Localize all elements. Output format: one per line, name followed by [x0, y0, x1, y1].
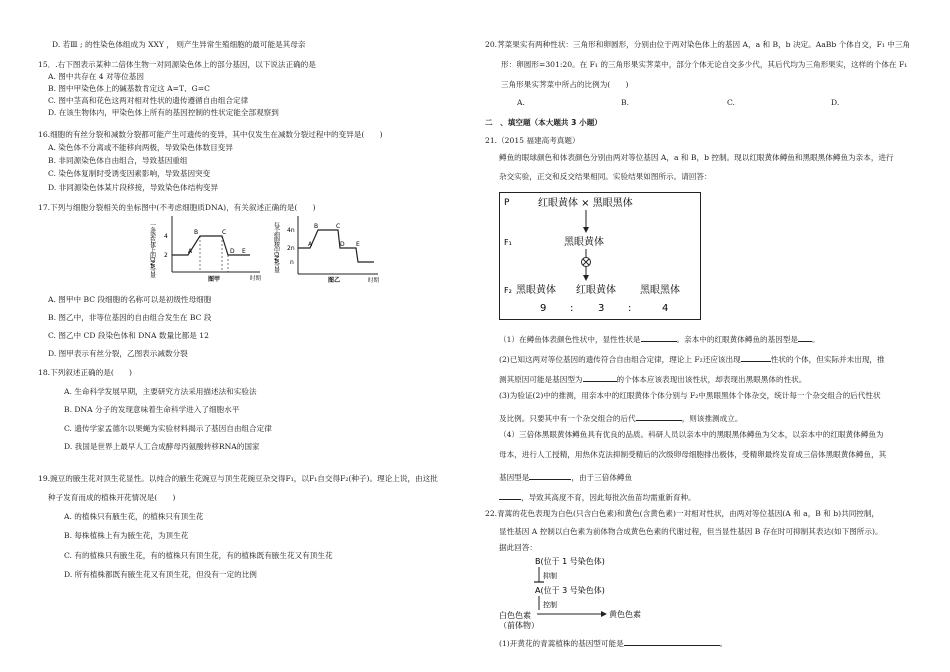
q15-option-d: D. 在该生物体内，甲染色体上所有的基因控制的性状定能全部观察到: [48, 108, 279, 117]
graph-b-xlabel: 时期: [368, 278, 380, 284]
q21-a4-part4: ，导致其高度不育，因此每批次鱼苗均需重新育种。: [521, 493, 696, 502]
q21-cross-diagram: [499, 192, 701, 320]
q20-option-a: A.: [517, 98, 525, 107]
q21-a3-part1: 及比例。只要其中有一个杂交组合的后代: [499, 414, 636, 423]
cross-p-parents: 红眼黄体 × 黑眼黑体: [538, 198, 633, 209]
pathway-b-gene: B(位于 1 号染色体): [535, 557, 605, 566]
cross-ratio-sep-1: :: [570, 303, 574, 314]
q21-intro-line2: 杂交实验，正交和反交结果相同。实验结果如图所示。请回答：: [499, 172, 712, 181]
graph-a-tick-4: 4: [164, 233, 168, 240]
q21-answer-3-line1: (3)为验证(2)中的推测，用亲本中的红眼黄体个体分别与 F₂中黑眼黑体个体杂交，统计每一个杂交组合的后代性状: [499, 391, 881, 400]
graph-b-point-e: E: [356, 241, 360, 248]
q17-stem: 17.下列与细胞分裂相关的坐标图中(不考虑细胞质DNA)，有关叙述正确的是( ): [38, 203, 316, 212]
q18-stem: 18.下列叙述正确的是( ): [38, 368, 132, 377]
graph-b-point-c: C: [336, 223, 341, 230]
q22-stem-line2: 显性基因 A 控制以白色素为前体物合成黄色色素的代谢过程，但当显性基因 B 存在时可抑制其表达(如下图所示)。: [499, 527, 883, 536]
graph-b-tick-4n: 4n: [287, 227, 295, 234]
q20-option-d: D.: [831, 98, 840, 107]
q18-option-b: B. DNA 分子的发现意味着生命科学进入了细胞水平: [64, 405, 240, 414]
q18-option-d: D. 我国是世界上最早人工合成酵母丙氨酸转移RNA的国家: [64, 442, 260, 451]
graph-b-caption: 图乙: [328, 277, 341, 284]
cross-f2-label: F₂: [504, 286, 512, 295]
graph-b-point-b: B: [314, 223, 319, 230]
q21-a4-part2: ，由于三倍体鳟鱼: [571, 473, 633, 482]
q22-a1-part1: (1)开黄花的青蒿植株的基因型可能是: [499, 639, 624, 648]
pathway-yellow-pigment: 黄色色素: [609, 610, 641, 619]
q20-line2: 形：卵圆形=301:20。在 F₁ 的三角形果实荠菜中，部分个体无论自交多少代，其后代均为三角形果实，这样的个体在 F₁: [501, 60, 908, 69]
q21-a2-blank1[interactable]: [741, 352, 771, 362]
cross-f2-phenotype-2: 红眼黄体: [576, 285, 616, 296]
q21-a2-part2: 性状的个体，但实际并未出现，推: [770, 355, 885, 364]
cross-ratio-sep-2: :: [628, 303, 632, 314]
q21-a4-part1: 基因型是: [499, 473, 530, 482]
graph-b-ylabel: 每个细胞核中DNA含量: [272, 222, 280, 273]
q17-option-d: D. 图甲表示有丝分裂，乙图表示减数分裂: [48, 349, 188, 358]
cross-ratio-9: 9: [540, 303, 547, 314]
q20-line3: 三角形果实荠菜中所占的比例为( ): [501, 80, 629, 89]
q21-a4-blank1[interactable]: [529, 470, 571, 480]
q19-stem-line1: 19.豌豆的腋生花对顶生花显性。以纯合的腋生花豌豆与顶生花豌豆杂交得F₁，以F₁自交得F₂(种子)。理论上说，由这批: [38, 474, 438, 483]
q15-stem: 15．.右下图表示某种二倍体生物一对同源染色体上的部分基因，以下说法正确的是: [38, 60, 316, 69]
q14-option-d: D. 若Ⅲ ; 的性染色体组成为 XXY ， 则产生异常生殖细胞的最可能是其母亲: [52, 40, 306, 49]
q19-option-d: D. 所有植株都既有腋生花又有顶生花，但没有一定的比例: [64, 570, 257, 579]
q15-option-a: A. 图中共存在 4 对等位基因: [48, 72, 144, 81]
q21-a1-part2: 。亲本中的红眼黄体鳟鱼的基因型是: [676, 335, 799, 344]
q21-a1-part1: （1）在鳟鱼体表颜色性状中，显性性状是: [499, 335, 641, 344]
pathway-precursor: （前体物）: [499, 621, 539, 630]
q17-graph-b: [274, 212, 384, 284]
graph-a-xlabel: 时期: [250, 276, 262, 282]
q22-stem-line1: 22.青蒿的花色表现为白色(只含白色素)和黄色(含黄色素)一对相对性状，由两对等位基因(A 和 a，B 和 b)共同控制，: [485, 509, 880, 518]
q19-option-a: A. 的植株只有腋生花，的植株只有顶生花: [64, 512, 204, 521]
q18-option-c: C. 遗传学家孟德尔以果蝇为实验材料揭示了基因自由组合定律: [64, 424, 272, 433]
q16-option-b: B. 非同源染色体自由组合，导致基因重组: [48, 156, 188, 165]
q20-line1: 20.荠菜果实有两种性状：三角形和卵圆形，分别由位于两对染色体上的基因 A，a 和 B，b 决定。AaBb 个体自交，F₁ 中三角: [485, 40, 911, 49]
cross-p-label: P: [504, 198, 510, 208]
q17-option-c: C. 图乙中 CD 段染色体和 DNA 数量比都是 12: [48, 331, 209, 340]
graph-a-point-c: C: [222, 229, 227, 236]
cross-f1-label: F₁: [504, 238, 512, 247]
q21-a3-blank[interactable]: [636, 411, 682, 421]
q19-stem-line2: 种子发育而成的植株开花情况是( ): [48, 493, 176, 502]
q21-answer-4-line1: （4）三倍体黑眼黄体鳟鱼具有优良的品质。科研人员以亲本中的黑眼黑体鳟鱼为父本，以亲本中的红眼黄体鳟鱼为: [499, 430, 884, 439]
q19-option-b: B. 每株植株上有为腋生花，为顶生花: [64, 531, 189, 540]
q21-answer-3-line2: [499, 411, 742, 423]
q16-option-a: A. 染色体不分离或不能移向两极，导致染色体数目变异: [48, 143, 233, 152]
q21-a2-part1: (2)已知这两对等位基因的遗传符合自由组合定律，理论上 F₂还应该出现: [499, 355, 741, 364]
q17-option-a: A. 图甲中 BC 段细胞的名称可以是初级性母细胞: [48, 295, 212, 304]
q21-a2-blank2[interactable]: [583, 372, 617, 382]
graph-a-point-b: B: [194, 229, 199, 236]
graph-b-point-d: D: [340, 241, 345, 248]
graph-a-caption: 图甲: [208, 276, 221, 283]
q16-stem: 16.细胞的有丝分裂和减数分裂都可能产生可遗传的变异，其中仅发生在减数分裂过程中的变异是( ): [38, 130, 383, 139]
q22-stem-line3: 据此回答：: [499, 543, 537, 552]
graph-a-point-d: D: [230, 248, 235, 255]
q21-answer-4-line2: 母本，进行人工授精，用热休克法抑制受精后的次级卵母细胞排出极体，受精卵最终发育成三倍体黑眼黄体鳟鱼，其: [499, 450, 887, 459]
q21-intro-line1: 鳟鱼的眼球颜色和体表颜色分别由两对等位基因 A，a 和 B，b 控制。现以红眼黄体鳟鱼和黑眼黑体鳟鱼为亲本，进行: [499, 153, 894, 162]
q22-answer-1: [499, 636, 727, 648]
q21-a4-blank2[interactable]: [499, 490, 521, 500]
q17-option-b: B. 图乙中，非等位基因的自由组合发生在 BC 段: [48, 313, 212, 322]
q21-a3-part2: ，则该推测成立。: [681, 414, 743, 423]
cross-f2-phenotype-1: 黑眼黄体: [516, 285, 556, 296]
q21-answer-4-line3: [499, 470, 632, 482]
section-fill-in-title: 二 、填空题（本大题共 3 小题）: [485, 118, 602, 127]
cross-f1-phenotype: 黑眼黄体: [564, 237, 604, 248]
q19-option-c: C. 有的植株只有腋生花，有的植株只有顶生花，有的植株既有腋生花又有顶生花: [64, 551, 333, 560]
q22-a1-blank[interactable]: [624, 636, 720, 646]
pathway-inhibit-label: 抑制: [543, 572, 557, 580]
q21-a1-part3: 。: [812, 335, 820, 344]
q15-option-b: B. 图中甲染色体上的碱基数肯定这 A=T、G=C: [48, 84, 210, 93]
cross-f2-phenotype-3: 黑眼黑体: [640, 285, 680, 296]
graph-b-tick-n: n: [290, 259, 294, 266]
graph-b-tick-2n: 2n: [287, 245, 295, 252]
q15-option-c: C. 图中茎高和花色这两对相对性状的遗传遵循自由组合定律: [48, 96, 249, 105]
cross-ratio-4: 4: [662, 303, 669, 314]
q18-option-a: A. 生命科学发展早期，主要研究方法采用描述法和实验法: [64, 387, 257, 396]
q21-answer-1: [499, 332, 820, 344]
q21-a1-blank2[interactable]: [798, 332, 812, 342]
q16-option-d: D. 非同源染色体某片段移接，导致染色体结构变异: [48, 183, 219, 192]
cross-ratio-3: 3: [598, 303, 605, 314]
q22-pathway-diagram: [497, 552, 737, 634]
graph-b-point-a: A: [308, 241, 313, 248]
q21-a2-part4: 的个体本应该表现出该性状，却表现出黑眼黑体的性状。: [616, 375, 807, 384]
graph-a-tick-2: 2: [164, 252, 168, 259]
q21-a2-part3: 测其原因可能是基因型为: [499, 375, 583, 384]
q21-stem: 21.（2015 福建高考真题）: [485, 136, 580, 145]
q22-a1-part2: 。: [719, 639, 728, 648]
pathway-white-pigment: 白色色素: [499, 611, 531, 620]
q17-graph-a: [150, 212, 266, 284]
q16-option-c: C. 染色体复制时受诱变因素影响，导致基因突变: [48, 169, 211, 178]
graph-a-point-a: A: [188, 248, 193, 255]
graph-a-ylabel: 一条染色体上的DNA含量: [148, 222, 156, 278]
graph-a-point-e: E: [242, 248, 246, 255]
q20-option-b: B.: [621, 98, 629, 107]
q21-answer-2-line2: [499, 372, 806, 384]
q21-answer-4-line4: [499, 490, 696, 502]
q21-a1-blank1[interactable]: [641, 332, 677, 342]
q20-option-c: C.: [727, 98, 735, 107]
q21-answer-2-line1: [499, 352, 885, 364]
pathway-control-label: 控制: [543, 601, 557, 609]
pathway-a-gene: A(位于 3 号染色体): [535, 586, 605, 595]
